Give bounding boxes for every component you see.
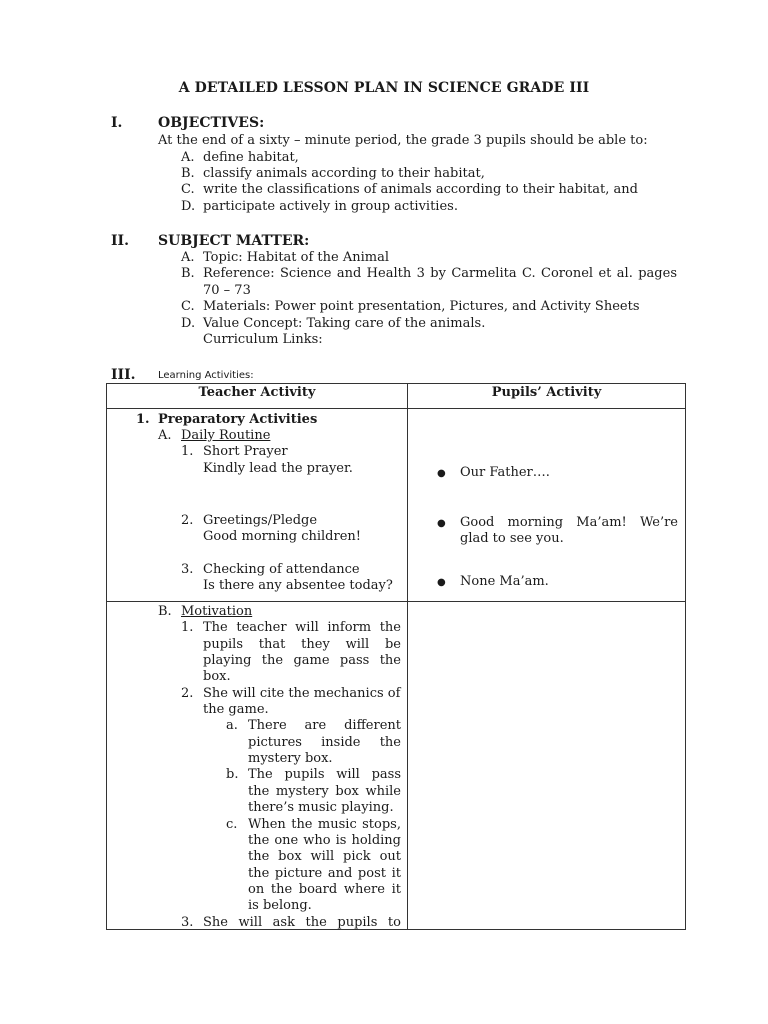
table-row-divider <box>106 601 686 602</box>
mechanic-line: the box will pick out <box>248 849 401 864</box>
table-column-divider <box>407 383 408 930</box>
subject-text: Topic: Habitat of the Animal <box>203 250 390 265</box>
mechanic-line: When the music stops, <box>248 817 401 832</box>
pupil-response: Our Father…. <box>460 465 550 480</box>
routine-step-text: Is there any absentee today? <box>203 578 393 593</box>
routine-step-text: Kindly lead the prayer. <box>203 461 353 476</box>
subject-text: Reference: Science and Health 3 by Carmelita C. Coronel et al. pages <box>203 266 677 281</box>
header-teacher-activity: Teacher Activity <box>198 385 316 400</box>
motivation-step-number: 3. <box>181 915 194 930</box>
motivation-step-line: the game. <box>203 702 269 717</box>
table-border-left <box>106 383 107 930</box>
mechanic-line: There are different <box>248 718 401 733</box>
objective-letter: B. <box>181 166 195 181</box>
objective-text: define habitat, <box>203 150 299 165</box>
routine-step-title: Short Prayer <box>203 444 288 459</box>
daily-routine-title: Daily Routine <box>181 428 271 443</box>
mechanic-line: The pupils will pass <box>248 767 401 782</box>
routine-step-text: Good morning children! <box>203 529 362 544</box>
objective-text: participate actively in group activities. <box>203 199 458 214</box>
mechanic-line: the one who is holding <box>248 833 401 848</box>
routine-step-number: 3. <box>181 562 194 577</box>
bullet-icon: ● <box>437 468 446 479</box>
objectives-numeral: I. <box>111 115 123 131</box>
motivation-step-line: pupils that they will be <box>203 637 401 652</box>
objectives-heading: OBJECTIVES: <box>158 115 265 131</box>
objective-letter: A. <box>181 150 195 165</box>
mechanic-line: on the board where it <box>248 882 401 897</box>
header-pupils-activity: Pupils’ Activity <box>491 385 602 400</box>
subject-text: Materials: Power point presentation, Pictures, and Activity Sheets <box>203 299 640 314</box>
bullet-icon: ● <box>437 577 446 588</box>
objective-text: write the classifications of animals according to their habitat, and <box>203 182 638 197</box>
routine-step-title: Checking of attendance <box>203 562 360 577</box>
prep-number: 1. <box>136 412 150 427</box>
bullet-icon: ● <box>437 518 446 529</box>
mechanic-letter: c. <box>226 817 238 832</box>
subject-letter: C. <box>181 299 195 314</box>
mechanic-line: the mystery box while <box>248 784 401 799</box>
motivation-title: Motivation <box>181 604 253 619</box>
curriculum-links: Curriculum Links: <box>203 332 323 347</box>
prep-title: Preparatory Activities <box>158 412 318 427</box>
subject-matter-numeral: II. <box>111 233 129 249</box>
mechanic-letter: a. <box>226 718 238 733</box>
table-border-top <box>106 383 686 384</box>
subject-matter-heading: SUBJECT MATTER: <box>158 233 310 249</box>
subject-text-continued: 70 – 73 <box>203 283 251 298</box>
subject-letter: A. <box>181 250 195 265</box>
daily-routine-letter: A. <box>158 428 172 443</box>
objectives-intro: At the end of a sixty – minute period, the grade 3 pupils should be able to: <box>158 133 648 148</box>
motivation-step-line: box. <box>203 669 231 684</box>
mechanic-line: the picture and post it <box>248 866 401 881</box>
subject-text: Value Concept: Taking care of the animals. <box>203 316 486 331</box>
table-header-divider <box>106 408 686 409</box>
mechanic-line: is belong. <box>248 898 312 913</box>
learning-numeral: III. <box>111 367 136 383</box>
motivation-step-line: She will cite the mechanics of <box>203 686 401 701</box>
subject-letter: D. <box>181 316 196 331</box>
motivation-step-line: The teacher will inform the <box>203 620 401 635</box>
routine-step-title: Greetings/Pledge <box>203 513 318 528</box>
motivation-step-line: playing the game pass the <box>203 653 401 668</box>
mechanic-line: mystery box. <box>248 751 333 766</box>
learning-heading: Learning Activities: <box>158 370 254 381</box>
mechanic-letter: b. <box>226 767 239 782</box>
motivation-step-line: She will ask the pupils to <box>203 915 401 930</box>
motivation-step-number: 2. <box>181 686 194 701</box>
motivation-letter: B. <box>158 604 172 619</box>
document-title: A DETAILED LESSON PLAN IN SCIENCE GRADE III <box>178 80 590 96</box>
table-border-right <box>685 383 686 930</box>
mechanic-line: there’s music playing. <box>248 800 394 815</box>
objective-text: classify animals according to their habitat, <box>203 166 485 181</box>
pupil-response: None Ma’am. <box>460 574 549 589</box>
mechanic-line: pictures inside the <box>248 735 401 750</box>
motivation-step-number: 1. <box>181 620 194 635</box>
pupil-response-continued: glad to see you. <box>460 531 564 546</box>
routine-step-number: 2. <box>181 513 194 528</box>
routine-step-number: 1. <box>181 444 194 459</box>
objective-letter: D. <box>181 199 196 214</box>
objective-letter: C. <box>181 182 195 197</box>
pupil-response: Good morning Ma’am! We’re <box>460 515 678 530</box>
subject-letter: B. <box>181 266 195 281</box>
